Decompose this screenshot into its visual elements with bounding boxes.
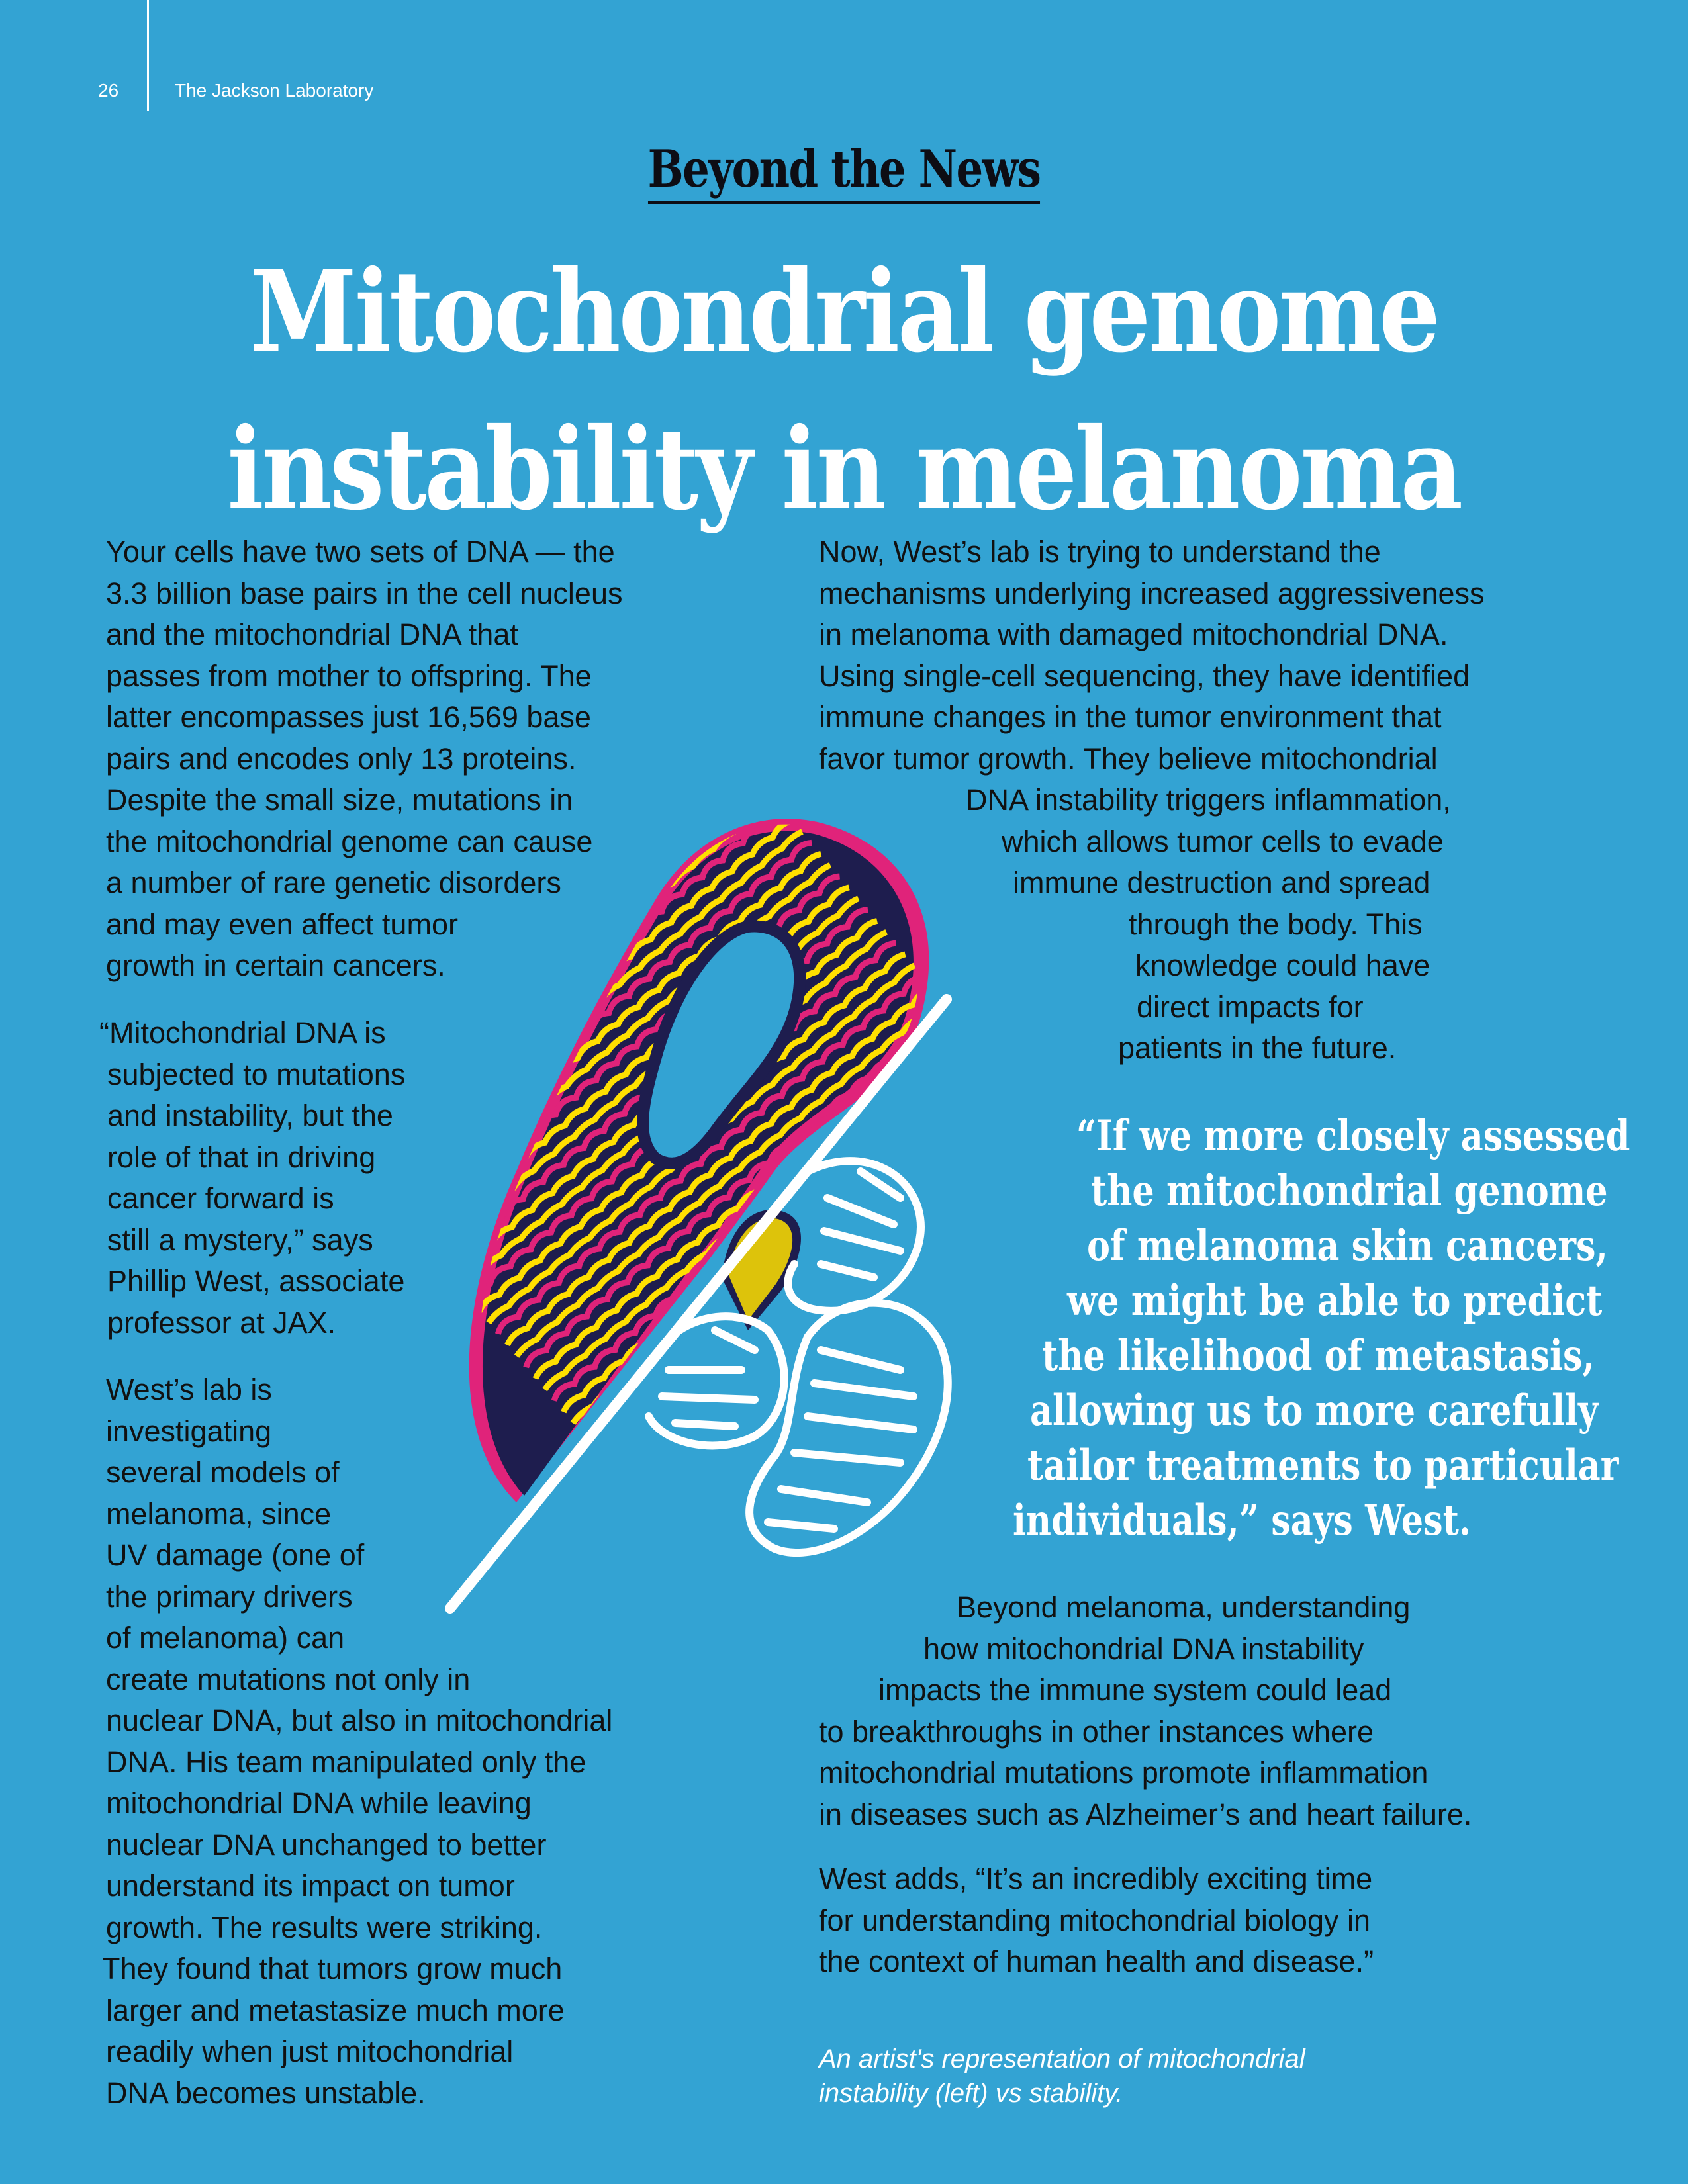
quote-line: tailor treatments to particular <box>1027 1441 1619 1490</box>
text-line: subjected to mutations <box>107 1057 406 1091</box>
quote-line: we might be able to predict <box>1067 1276 1603 1326</box>
text-line: investigating <box>106 1414 272 1448</box>
quote-line: allowing us to more carefully <box>1030 1386 1599 1435</box>
text-line: nuclear DNA unchanged to better <box>106 1827 547 1862</box>
text-line: West’s lab is <box>106 1373 272 1406</box>
text-line: Using single-cell sequencing, they have identified <box>819 659 1470 693</box>
text-line: immune changes in the tumor environment that <box>819 700 1442 734</box>
text-line: pairs and encodes only 13 proteins. <box>106 741 577 776</box>
text-line: mitochondrial DNA while leaving <box>106 1786 532 1820</box>
headline-line: Mitochondrial genome <box>250 246 1438 378</box>
text-line: Despite the small size, mutations in <box>106 783 573 817</box>
text-line: latter encompasses just 16,569 base <box>106 700 591 734</box>
left-paragraph-3 <box>102 1369 613 2114</box>
text-line: a number of rare genetic disorders <box>106 866 561 899</box>
text-line: Your cells have two sets of DNA — the <box>106 535 615 569</box>
caption-line: instability (left) vs stability. <box>819 2079 1123 2108</box>
text-line: “Mitochondrial DNA is <box>99 1016 386 1050</box>
text-line: the mitochondrial genome can cause <box>106 824 593 858</box>
header-divider <box>147 0 149 111</box>
quote-line: “If we more closely assessed <box>1076 1111 1630 1161</box>
text-line: which allows tumor cells to evade <box>1002 824 1444 858</box>
text-line: professor at JAX. <box>107 1305 336 1340</box>
text-line: larger and metastasize much more <box>106 1993 565 2027</box>
text-line: passes from mother to offspring. The <box>106 659 592 693</box>
left-paragraph-1 <box>106 531 622 987</box>
text-line: create mutations not only in <box>106 1662 471 1696</box>
section-kicker <box>152 139 1536 199</box>
quote-line: of melanoma skin cancers, <box>1087 1221 1608 1271</box>
quote-line: individuals,” says West. <box>1013 1496 1472 1545</box>
text-line: of melanoma) can <box>106 1621 345 1655</box>
text-line: the primary drivers <box>106 1579 353 1614</box>
text-line: in melanoma with damaged mitochondrial DNA. <box>819 617 1448 651</box>
text-line: growth. The results were striking. <box>106 1910 543 1944</box>
text-line: role of that in driving <box>107 1140 376 1174</box>
text-line: knowledge could have <box>1135 948 1430 982</box>
pull-quote <box>1013 1109 1688 1548</box>
text-line: how mitochondrial DNA instability <box>923 1631 1364 1666</box>
right-paragraph-1 <box>819 531 1485 1069</box>
kicker-text: Beyond the News <box>648 139 1041 204</box>
text-line: in diseases such as Alzheimer’s and heart failure. <box>819 1797 1472 1831</box>
text-line: several models of <box>106 1455 340 1489</box>
text-line: 3.3 billion base pairs in the cell nucleus <box>106 576 623 610</box>
text-line: DNA instability triggers inflammation, <box>966 783 1451 817</box>
page-number: 26 <box>98 80 119 101</box>
caption-line: An artist's representation of mitochondrial <box>819 2044 1305 2073</box>
text-line: cancer forward is <box>107 1181 334 1215</box>
text-line: still a mystery,” says <box>107 1222 373 1257</box>
text-line: direct impacts for <box>1137 989 1364 1024</box>
text-line: and may even affect tumor <box>106 907 458 941</box>
text-line: growth in certain cancers. <box>106 948 445 982</box>
text-line: Beyond melanoma, understanding <box>957 1590 1411 1624</box>
text-line: understand its impact on tumor <box>106 1869 515 1903</box>
left-paragraph-2 <box>99 1013 405 1343</box>
text-line: mechanisms underlying increased aggressiveness <box>819 576 1485 610</box>
text-line: favor tumor growth. They believe mitochondrial <box>819 741 1438 776</box>
text-line: readily when just mitochondrial <box>106 2034 514 2068</box>
text-line: melanoma, since <box>106 1496 332 1531</box>
text-line: nuclear DNA, but also in mitochondrial <box>106 1704 613 1737</box>
publication-name: The Jackson Laboratory <box>175 80 374 101</box>
text-line: to breakthroughs in other instances where <box>819 1714 1374 1749</box>
text-line: Phillip West, associate <box>107 1264 405 1298</box>
text-line: patients in the future. <box>1118 1031 1397 1065</box>
headline-line: instability in melanoma <box>227 403 1461 535</box>
text-line: through the body. This <box>1129 907 1423 941</box>
text-line: impacts the immune system could lead <box>878 1673 1392 1707</box>
text-line: and the mitochondrial DNA that <box>106 617 518 651</box>
right-paragraph-2 <box>819 1587 1472 1835</box>
text-line: They found that tumors grow much <box>102 1952 563 1985</box>
text-line: and instability, but the <box>107 1099 393 1132</box>
illustration-caption <box>819 2042 1305 2111</box>
text-line: immune destruction and spread <box>1013 866 1430 899</box>
text-line: for understanding mitochondrial biology in <box>819 1903 1371 1937</box>
text-line: the context of human health and disease.” <box>819 1944 1374 1978</box>
quote-line: the mitochondrial genome <box>1091 1166 1608 1216</box>
text-line: DNA. His team manipulated only the <box>106 1745 586 1779</box>
right-paragraph-3 <box>819 1858 1374 1983</box>
text-line: mitochondrial mutations promote inflammation <box>819 1756 1429 1790</box>
text-line: UV damage (one of <box>106 1538 365 1572</box>
quote-line: the likelihood of metastasis, <box>1042 1331 1595 1381</box>
text-line: DNA becomes unstable. <box>106 2075 426 2110</box>
text-line: Now, West’s lab is trying to understand the <box>819 535 1381 569</box>
text-line: West adds, “It’s an incredibly exciting time <box>819 1862 1373 1895</box>
headline <box>118 233 1570 548</box>
